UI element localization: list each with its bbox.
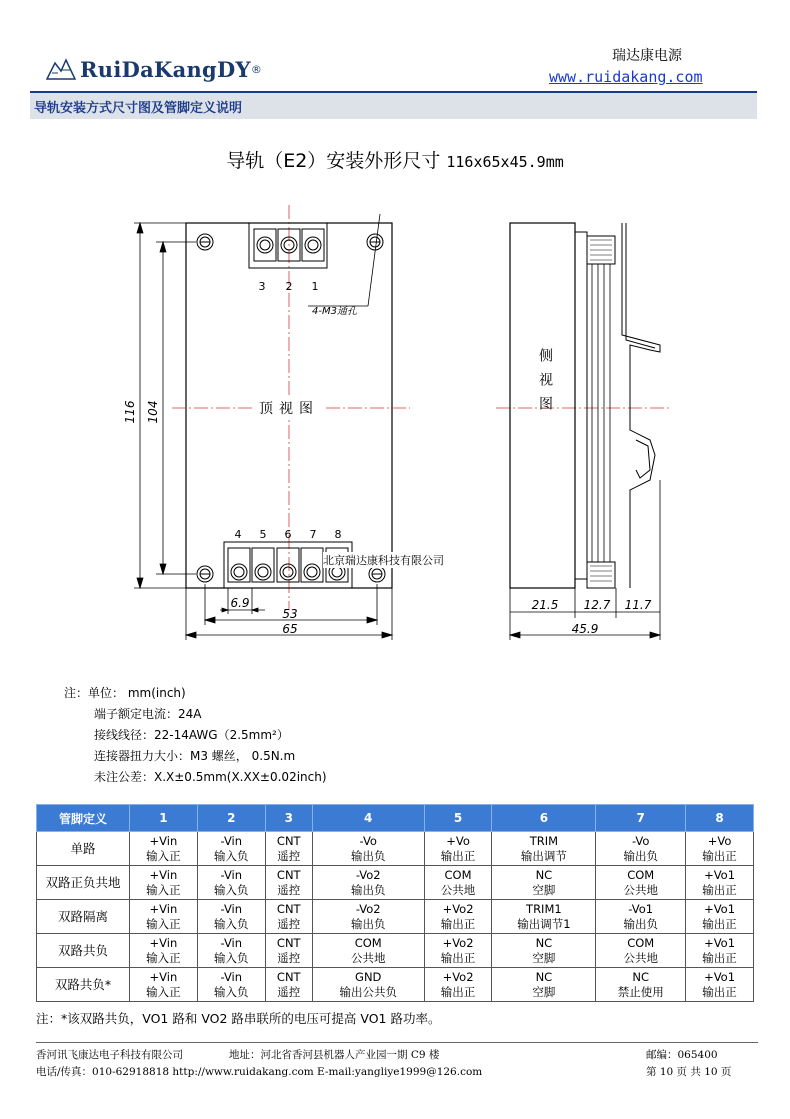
footer-company: 香河讯飞康达电子科技有限公司	[36, 1049, 183, 1061]
side-view-base	[575, 232, 587, 579]
pin-signal: -Vin	[220, 901, 243, 916]
terminal-label-1: 1	[311, 280, 319, 293]
pin-cell	[312, 832, 424, 866]
pin-cell	[686, 968, 754, 1002]
pin-cell	[130, 866, 198, 900]
pin-description: 输出正	[440, 984, 476, 999]
terminal-label-4: 4	[234, 528, 242, 541]
row-header: 单路	[37, 832, 130, 866]
pin-cell	[312, 934, 424, 968]
pin-signal: +Vo2	[442, 935, 474, 950]
terminal-label-5: 5	[259, 528, 267, 541]
footer-page-number: 第 10 页 共 10 页	[646, 1066, 732, 1078]
row-header: 双路正负共地	[37, 866, 130, 900]
note-tolerance: 未注公差：X.X±0.5mm(X.XX±0.02inch)	[94, 770, 327, 784]
side-fin-lines	[592, 264, 610, 562]
website-link[interactable]: www.ruidakang.com	[549, 68, 703, 86]
table-header-cell: 7	[596, 805, 686, 832]
pin-cell	[197, 832, 265, 866]
table-row	[37, 832, 754, 866]
pin-cell	[492, 900, 596, 934]
pin-description: 输出负	[623, 848, 658, 863]
row-header: 双路共负*	[37, 968, 130, 1002]
table-header-cell: 1	[130, 805, 198, 832]
pin-description: 公共地	[623, 882, 658, 897]
pin-signal: CNT	[276, 901, 301, 916]
side-dimensions	[510, 480, 660, 640]
pin-signal: +Vin	[149, 935, 178, 950]
spec-notes	[64, 683, 327, 788]
pin-cell	[424, 832, 492, 866]
pin-signal: +Vo	[707, 833, 732, 848]
pin-signal: +Vin	[149, 969, 178, 984]
pin-signal: NC	[535, 935, 553, 950]
side-view-label-text: 侧视图	[537, 348, 553, 420]
pin-signal: NC	[535, 867, 553, 882]
pin-cell	[197, 968, 265, 1002]
mount-hole-tr	[367, 234, 383, 250]
pin-cell	[312, 968, 424, 1002]
pin-cell	[312, 866, 424, 900]
dim-height-outer: 116	[123, 400, 137, 424]
note-torque: 连接器扭力大小：M3 螺丝， 0.5N.m	[94, 749, 296, 763]
table-header-cell: 管脚定义	[37, 805, 130, 832]
pin-signal: +Vin	[149, 833, 178, 848]
pin-signal: +Vo1	[704, 867, 736, 882]
pin-cell	[596, 900, 686, 934]
pin-description: 输入负	[214, 950, 249, 965]
pin-cell	[424, 866, 492, 900]
pin-definition-table	[36, 804, 754, 1002]
pin-signal: +Vo2	[442, 969, 474, 984]
note-unit: 注：单位： mm(inch)	[64, 686, 186, 700]
din-rail-clip	[622, 223, 660, 588]
pin-signal: NC	[632, 969, 650, 984]
pin-description: 输出调节	[520, 848, 567, 863]
pin-description: 公共地	[350, 950, 386, 965]
pin-cell	[596, 934, 686, 968]
pin-description: 输入正	[146, 950, 181, 965]
terminal-label-2: 2	[285, 280, 293, 293]
footer-postcode: 邮编：065400	[646, 1049, 718, 1061]
side-view-label	[537, 348, 553, 420]
pin-signal: CNT	[276, 969, 301, 984]
pin-description: 输入正	[146, 882, 181, 897]
note-wire: 接线线径：22-14AWG（2.5mm²）	[94, 728, 289, 742]
mount-hole-bl	[197, 566, 213, 582]
pin-cell	[686, 934, 754, 968]
pin-signal: +Vo1	[704, 969, 736, 984]
pin-description: 输出正	[440, 848, 476, 863]
height-dimensions	[134, 223, 196, 588]
terminal-label-6: 6	[284, 528, 292, 541]
pin-description: 公共地	[440, 882, 476, 897]
terminal-label-7: 7	[309, 528, 317, 541]
footer-address: 地址：河北省香河县机器人产业园一期 C9 楼	[229, 1049, 440, 1061]
pin-description: 输出负	[623, 916, 658, 931]
terminal-label-3: 3	[258, 280, 266, 293]
dim-pitch: 6.9	[230, 596, 250, 610]
pin-description: 输入负	[214, 848, 249, 863]
pin-description: 遥控	[277, 848, 301, 863]
pin-signal: CNT	[276, 833, 301, 848]
dim-side-b: 12.7	[583, 598, 611, 612]
table-header-cell: 4	[312, 805, 424, 832]
pin-cell	[686, 832, 754, 866]
pin-cell	[265, 900, 312, 934]
pin-description: 输出负	[350, 882, 386, 897]
pin-cell	[492, 968, 596, 1002]
pin-signal: TRIM1	[526, 901, 562, 916]
pin-signal: -Vo2	[355, 901, 381, 916]
logo-text: RuiDaKangDY	[80, 56, 251, 82]
mount-hole-br	[369, 566, 385, 582]
drawing-title-text: 导轨（E2）安装外形尺寸	[226, 150, 441, 172]
pin-cell	[265, 832, 312, 866]
table-header-cell: 3	[265, 805, 312, 832]
pin-signal: TRIM	[529, 833, 559, 848]
pin-description: 输出负	[350, 848, 386, 863]
pin-cell	[265, 934, 312, 968]
pin-signal: -Vo	[359, 833, 377, 848]
pin-signal: +Vo1	[704, 901, 736, 916]
pin-signal: -Vo2	[355, 867, 381, 882]
pin-description: 禁止使用	[617, 984, 664, 999]
drawing-size: 116x65x45.9mm	[446, 153, 564, 171]
pin-signal: -Vin	[220, 867, 243, 882]
pin-signal: CNT	[276, 935, 301, 950]
pin-description: 空脚	[532, 950, 556, 965]
dim-width-inner: 53	[282, 607, 298, 621]
pin-cell	[130, 900, 198, 934]
brand-name: 瑞达康电源	[612, 48, 682, 64]
pin-cell	[265, 968, 312, 1002]
pin-description: 遥控	[277, 984, 301, 999]
pin-description: 输出正	[440, 950, 476, 965]
pin-cell	[197, 900, 265, 934]
row-header: 双路共负	[37, 934, 130, 968]
table-row	[37, 934, 754, 968]
pin-signal: +Vo	[446, 833, 470, 848]
mount-hole-tl	[197, 234, 213, 250]
pin-cell	[312, 900, 424, 934]
pin-description: 输出调节1	[517, 916, 571, 931]
pin-description: 输出正	[440, 916, 476, 931]
pin-cell	[686, 866, 754, 900]
pin-signal: COM	[627, 935, 655, 950]
pin-signal: +Vin	[149, 867, 178, 882]
pin-signal: COM	[627, 867, 655, 882]
pin-cell	[424, 900, 492, 934]
pin-description: 空脚	[532, 882, 556, 897]
pin-signal: NC	[535, 969, 553, 984]
pin-description: 输出正	[702, 950, 737, 965]
table-header-cell: 8	[686, 805, 754, 832]
pin-description: 输入负	[214, 882, 249, 897]
pin-signal: GND	[355, 969, 382, 984]
terminal-label-8: 8	[334, 528, 342, 541]
dim-side-c: 11.7	[624, 598, 652, 612]
footer-contact: 电话/传真：010-62918818 http://www.ruidakang.com E-mail:yangliye1999@126.com	[36, 1066, 483, 1078]
table-header-cell: 6	[492, 805, 596, 832]
pin-description: 输出正	[702, 916, 737, 931]
footer-divider	[36, 1042, 758, 1043]
pin-description: 输出正	[702, 882, 737, 897]
pin-description: 输入负	[214, 916, 249, 931]
pin-cell	[197, 934, 265, 968]
pin-cell	[197, 866, 265, 900]
pin-description: 输出正	[702, 984, 737, 999]
pin-signal: COM	[444, 867, 472, 882]
pin-description: 输入负	[214, 984, 249, 999]
table-header-cell: 5	[424, 805, 492, 832]
pin-signal: +Vo2	[442, 901, 474, 916]
pin-description: 遥控	[277, 950, 301, 965]
pin-cell	[130, 934, 198, 968]
table-row	[37, 968, 754, 1002]
pin-signal: -Vin	[220, 969, 243, 984]
pin-cell	[424, 968, 492, 1002]
top-view-label: 顶视图	[259, 401, 319, 417]
pin-description: 输出公共负	[339, 984, 397, 999]
pin-signal: -Vo	[631, 833, 650, 848]
pin-description: 输入正	[146, 848, 181, 863]
pin-cell	[596, 968, 686, 1002]
pin-cell	[424, 934, 492, 968]
pin-signal: -Vin	[220, 833, 243, 848]
side-terminal-bottom-ridges	[590, 566, 612, 581]
pin-description: 输入正	[146, 916, 181, 931]
pin-description: 遥控	[277, 882, 301, 897]
pin-signal: CNT	[276, 867, 301, 882]
pin-table-body	[37, 832, 754, 1002]
table-note: 注：*该双路共负，VO1 路和 VO2 路串联所的电压可提高 VO1 路功率。	[36, 1011, 441, 1026]
table-row	[37, 900, 754, 934]
pin-cell	[492, 832, 596, 866]
side-terminal-top-ridges	[590, 240, 612, 260]
pin-cell	[492, 934, 596, 968]
registered-mark: ®	[250, 62, 262, 76]
pin-cell	[130, 968, 198, 1002]
dim-side-a: 21.5	[531, 598, 559, 612]
table-header-cell: 2	[197, 805, 265, 832]
pin-signal: COM	[354, 935, 382, 950]
hole-leader-line	[368, 214, 380, 306]
row-header: 双路隔离	[37, 900, 130, 934]
note-current: 端子额定电流：24A	[94, 707, 202, 721]
pin-cell	[130, 832, 198, 866]
dim-side-total: 45.9	[571, 622, 599, 636]
section-title: 导轨安装方式尺寸图及管脚定义说明	[34, 101, 243, 116]
pin-description: 空脚	[532, 984, 556, 999]
pin-signal: -Vin	[220, 935, 243, 950]
pin-signal: +Vin	[149, 901, 178, 916]
pin-cell	[492, 866, 596, 900]
pin-description: 输入正	[146, 984, 181, 999]
table-row	[37, 866, 754, 900]
mount-hole-label: 4-M3通孔	[312, 306, 357, 317]
pin-signal: -Vo1	[628, 901, 654, 916]
dim-width-outer: 65	[282, 622, 298, 636]
pin-description: 输出负	[350, 916, 386, 931]
watermark-text: 北京瑞达康科技有限公司	[323, 554, 444, 567]
pin-description: 输出正	[702, 848, 737, 863]
pin-cell	[596, 832, 686, 866]
pin-signal: +Vo1	[704, 935, 736, 950]
pin-description: 遥控	[277, 916, 301, 931]
table-header-row	[37, 805, 754, 832]
pin-cell	[265, 866, 312, 900]
pin-cell	[686, 900, 754, 934]
pin-description: 公共地	[623, 950, 658, 965]
dim-height-inner: 104	[146, 400, 160, 424]
pin-cell	[596, 866, 686, 900]
